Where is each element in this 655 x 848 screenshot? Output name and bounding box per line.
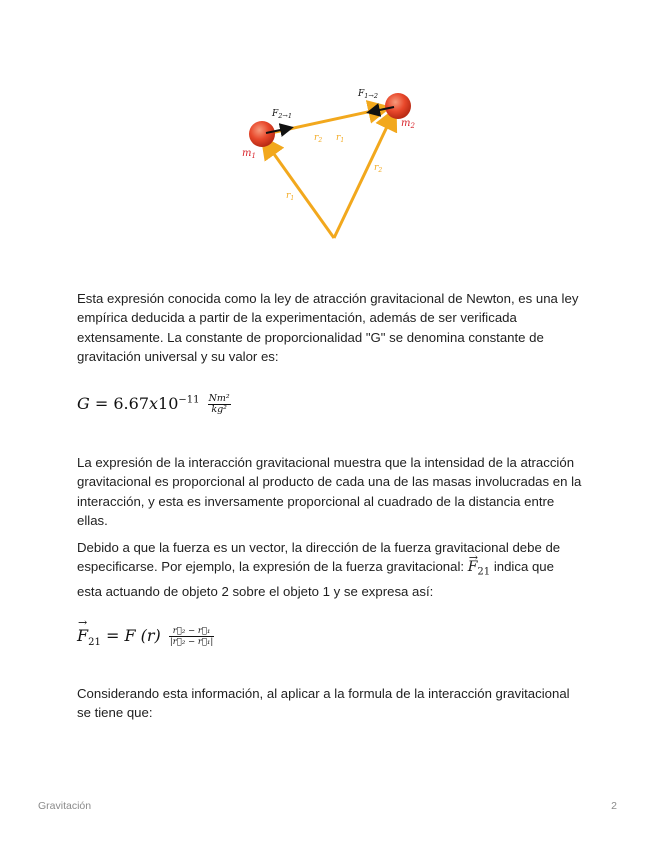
diff-label-a: $r_2$: [314, 133, 323, 144]
eq2-lhs: → F: [77, 626, 88, 645]
eq1-lhs: G: [77, 394, 90, 413]
equation-force-direction: [77, 626, 214, 648]
footer-page-number: 2: [611, 800, 617, 812]
eq1-units-numerator: Nm²: [208, 393, 230, 404]
eq1-units-fraction: [208, 394, 231, 415]
eq2-equals: =: [105, 626, 120, 645]
p3-text-before: Debido a que la fuerza es un vector, la dirección de la fuerza gravitacional debe de especificarse. Por ejemplo, la expresión de la fuerza gravitacional:: [77, 540, 561, 575]
eq2-numerator: r⃗₂ − r⃗₁: [169, 626, 214, 637]
diff-label-b: $r_1$: [336, 133, 345, 144]
r1-vector: [264, 140, 334, 238]
footer-title: Gravitación: [38, 800, 92, 812]
eq1-value: 6.67: [113, 394, 149, 413]
m1-label: $m_1$: [242, 148, 256, 160]
paragraph-proportionality: La expresión de la interacción gravitacional muestra que la intensidad de la atracción gravitacional es proporcional al producto de cada una de las masas involucradas en la interacción, y esta es inversamente proporcional al cuadrado de la distancia entre ellas.: [77, 455, 582, 528]
gravitation-diagram: [236, 78, 424, 248]
eq1-exponent: −11: [178, 394, 200, 406]
eq2-function: F (r): [124, 626, 161, 645]
r2-label: $r_2$: [374, 163, 383, 174]
eq1-x: x: [149, 394, 159, 413]
eq2-unit-vector-fraction: [169, 626, 214, 647]
f21-label: $F_{2\to 1}$: [272, 109, 292, 120]
m2-label: $m_2$: [401, 118, 415, 130]
equation-gravitational-constant: [77, 394, 231, 415]
vector-diagram-svg: [236, 78, 424, 248]
r1-label: $r_1$: [286, 191, 295, 202]
mass-1: [249, 121, 275, 147]
eq1-units-denominator: kg²: [211, 404, 227, 415]
paragraph-force-vector: [77, 538, 582, 602]
p3-text-after: indica que esta actuando de objeto 2 sobre el objeto 1 y se expresa así:: [77, 559, 554, 600]
mass-2: [385, 93, 411, 119]
eq1-ten: 10: [158, 394, 179, 413]
p3-force-symbol: → F: [468, 558, 478, 577]
r2-vector: [334, 112, 394, 238]
eq1-equals: =: [94, 394, 109, 413]
f12-label: $F_{1\to 2}$: [358, 89, 378, 100]
eq2-denominator: |r⃗₂ − r⃗₁|: [169, 637, 214, 647]
paragraph-consideration: Considerando esta información, al aplicar a la formula de la interacción gravitacional se tiene que:: [77, 686, 570, 721]
paragraph-newton-law: Esta expresión conocida como la ley de atracción gravitacional de Newton, es una ley empírica deducida a partir de la experimentación, además de ser verificada extensamente. La constante de proporcionalidad "G" se denomina constante de gravitación universal y su valor es:: [77, 291, 579, 364]
eq2-lhs-subscript: 21: [88, 637, 101, 649]
p3-force-subscript: 21: [477, 566, 491, 578]
